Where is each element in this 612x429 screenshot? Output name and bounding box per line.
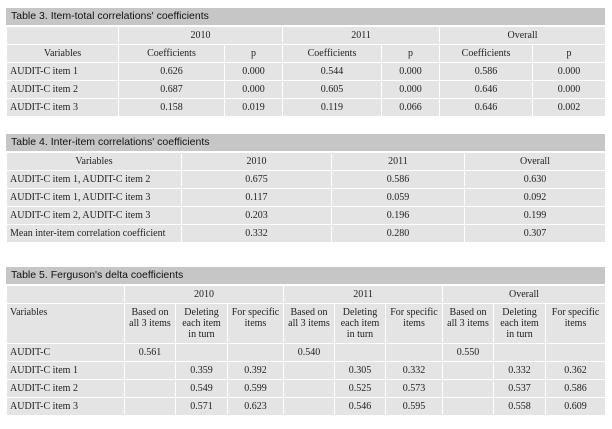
row-label: AUDIT-C bbox=[7, 344, 125, 362]
table-cell: 0.203 bbox=[182, 207, 332, 225]
table-cell: 0.196 bbox=[332, 207, 465, 225]
table-cell: 0.000 bbox=[533, 63, 606, 81]
table-cell: 0.199 bbox=[465, 207, 606, 225]
table-5-col-header: Based on all 3 items bbox=[284, 304, 335, 344]
table-5-corner bbox=[7, 286, 125, 304]
table-cell: 0.359 bbox=[176, 362, 228, 380]
table-cell: 0.595 bbox=[386, 398, 443, 416]
table-cell bbox=[284, 362, 335, 380]
table-row bbox=[7, 171, 606, 189]
table-5-caption: Table 5. Ferguson's delta coefficients bbox=[6, 267, 605, 285]
table-cell: 0.586 bbox=[332, 171, 465, 189]
table-5-year-header: Overall bbox=[443, 286, 606, 304]
table-cell: 0.305 bbox=[335, 362, 386, 380]
row-label: AUDIT-C item 2 bbox=[7, 81, 119, 99]
table-cell: 0.059 bbox=[332, 189, 465, 207]
table-cell: 0.000 bbox=[382, 63, 440, 81]
table-cell: 0.280 bbox=[332, 225, 465, 243]
table-row bbox=[7, 362, 606, 380]
table-cell: 0.307 bbox=[465, 225, 606, 243]
table-3-col-header: p bbox=[533, 45, 606, 63]
table-4-col-header: 2011 bbox=[332, 153, 465, 171]
table-row bbox=[7, 99, 606, 117]
table-3-year-header: 2011 bbox=[283, 27, 440, 45]
table-cell bbox=[443, 380, 494, 398]
table-5-col-header: For specific items bbox=[546, 304, 606, 344]
table-cell: 0.544 bbox=[283, 63, 382, 81]
table-4-col-header: Overall bbox=[465, 153, 606, 171]
table-5-grid bbox=[6, 285, 606, 416]
table-4-caption: Table 4. Inter-item correlations' coefficients bbox=[6, 134, 605, 152]
table-5-col-header: Deleting each item in turn bbox=[176, 304, 228, 344]
table-row bbox=[7, 207, 606, 225]
table-5-year-header: 2010 bbox=[125, 286, 284, 304]
table-cell: 0.332 bbox=[494, 362, 546, 380]
table-cell: 0.332 bbox=[182, 225, 332, 243]
table-cell bbox=[335, 344, 386, 362]
table-3-caption: Table 3. Item-total correlations' coefficients bbox=[6, 8, 605, 26]
table-3-col-header: Coefficients bbox=[440, 45, 533, 63]
row-label: AUDIT-C item 2 bbox=[7, 380, 125, 398]
row-label: AUDIT-C item 1, AUDIT-C item 3 bbox=[7, 189, 182, 207]
table-cell bbox=[494, 344, 546, 362]
table-cell: 0.675 bbox=[182, 171, 332, 189]
table-cell bbox=[125, 380, 176, 398]
table-cell: 0.687 bbox=[119, 81, 225, 99]
table-row bbox=[7, 63, 606, 81]
table-row bbox=[7, 189, 606, 207]
table-cell bbox=[386, 344, 443, 362]
table-cell bbox=[125, 362, 176, 380]
table-cell: 0.586 bbox=[440, 63, 533, 81]
table-3-col-header: Coefficients bbox=[119, 45, 225, 63]
table-5-year-header: 2011 bbox=[284, 286, 443, 304]
table-5-col-header: For specific items bbox=[386, 304, 443, 344]
table-cell: 0.119 bbox=[283, 99, 382, 117]
table-3-year-header: 2010 bbox=[119, 27, 283, 45]
table-cell bbox=[228, 344, 284, 362]
table-cell: 0.066 bbox=[382, 99, 440, 117]
table-cell: 0.571 bbox=[176, 398, 228, 416]
table-cell bbox=[546, 344, 606, 362]
table-cell: 0.630 bbox=[465, 171, 606, 189]
row-label: AUDIT-C item 3 bbox=[7, 398, 125, 416]
table-5-variables-header: Variables bbox=[7, 304, 125, 344]
table-cell bbox=[176, 344, 228, 362]
table-cell: 0.646 bbox=[440, 81, 533, 99]
table-cell: 0.000 bbox=[533, 81, 606, 99]
table-cell: 0.586 bbox=[546, 380, 606, 398]
table-cell: 0.573 bbox=[386, 380, 443, 398]
table-3-grid bbox=[6, 26, 606, 117]
table-cell: 0.117 bbox=[182, 189, 332, 207]
table-cell: 0.019 bbox=[225, 99, 283, 117]
table-cell: 0.599 bbox=[228, 380, 284, 398]
table-cell: 0.646 bbox=[440, 99, 533, 117]
table-cell: 0.605 bbox=[283, 81, 382, 99]
table-cell: 0.000 bbox=[225, 81, 283, 99]
table-5 bbox=[6, 267, 605, 416]
table-cell: 0.540 bbox=[284, 344, 335, 362]
table-cell: 0.362 bbox=[546, 362, 606, 380]
table-cell: 0.549 bbox=[176, 380, 228, 398]
row-label: AUDIT-C item 1 bbox=[7, 362, 125, 380]
table-cell: 0.623 bbox=[228, 398, 284, 416]
table-row bbox=[7, 81, 606, 99]
table-4-col-header: 2010 bbox=[182, 153, 332, 171]
table-5-col-header: Deleting each item in turn bbox=[335, 304, 386, 344]
table-cell bbox=[443, 398, 494, 416]
table-4-grid bbox=[6, 152, 606, 243]
table-5-col-header: For specific items bbox=[228, 304, 284, 344]
table-cell bbox=[284, 398, 335, 416]
table-cell: 0.000 bbox=[382, 81, 440, 99]
table-4 bbox=[6, 134, 605, 243]
table-cell: 0.332 bbox=[386, 362, 443, 380]
table-3-corner bbox=[7, 27, 119, 45]
table-cell: 0.000 bbox=[225, 63, 283, 81]
table-cell bbox=[443, 362, 494, 380]
table-3-col-header: p bbox=[382, 45, 440, 63]
table-3-year-header: Overall bbox=[440, 27, 606, 45]
table-cell: 0.158 bbox=[119, 99, 225, 117]
table-cell bbox=[284, 380, 335, 398]
row-label: AUDIT-C item 1 bbox=[7, 63, 119, 81]
table-5-col-header: Based on all 3 items bbox=[443, 304, 494, 344]
table-3-variables-header: Variables bbox=[7, 45, 119, 63]
row-label: Mean inter-item correlation coefficient bbox=[7, 225, 182, 243]
table-cell: 0.626 bbox=[119, 63, 225, 81]
row-label: AUDIT-C item 1, AUDIT-C item 2 bbox=[7, 171, 182, 189]
table-cell: 0.525 bbox=[335, 380, 386, 398]
table-cell: 0.561 bbox=[125, 344, 176, 362]
table-3-col-header: Coefficients bbox=[283, 45, 382, 63]
table-row bbox=[7, 225, 606, 243]
table-5-col-header: Deleting each item in turn bbox=[494, 304, 546, 344]
table-3 bbox=[6, 8, 605, 117]
table-cell: 0.092 bbox=[465, 189, 606, 207]
table-cell: 0.609 bbox=[546, 398, 606, 416]
table-cell: 0.558 bbox=[494, 398, 546, 416]
table-cell: 0.546 bbox=[335, 398, 386, 416]
table-cell: 0.002 bbox=[533, 99, 606, 117]
table-4-variables-header: Variables bbox=[7, 153, 182, 171]
row-label: AUDIT-C item 3 bbox=[7, 99, 119, 117]
table-row bbox=[7, 344, 606, 362]
table-row bbox=[7, 380, 606, 398]
table-cell: 0.392 bbox=[228, 362, 284, 380]
table-cell: 0.550 bbox=[443, 344, 494, 362]
table-row bbox=[7, 398, 606, 416]
table-3-col-header: p bbox=[225, 45, 283, 63]
table-cell: 0.537 bbox=[494, 380, 546, 398]
row-label: AUDIT-C item 2, AUDIT-C item 3 bbox=[7, 207, 182, 225]
table-cell bbox=[125, 398, 176, 416]
table-5-col-header: Based on all 3 items bbox=[125, 304, 176, 344]
